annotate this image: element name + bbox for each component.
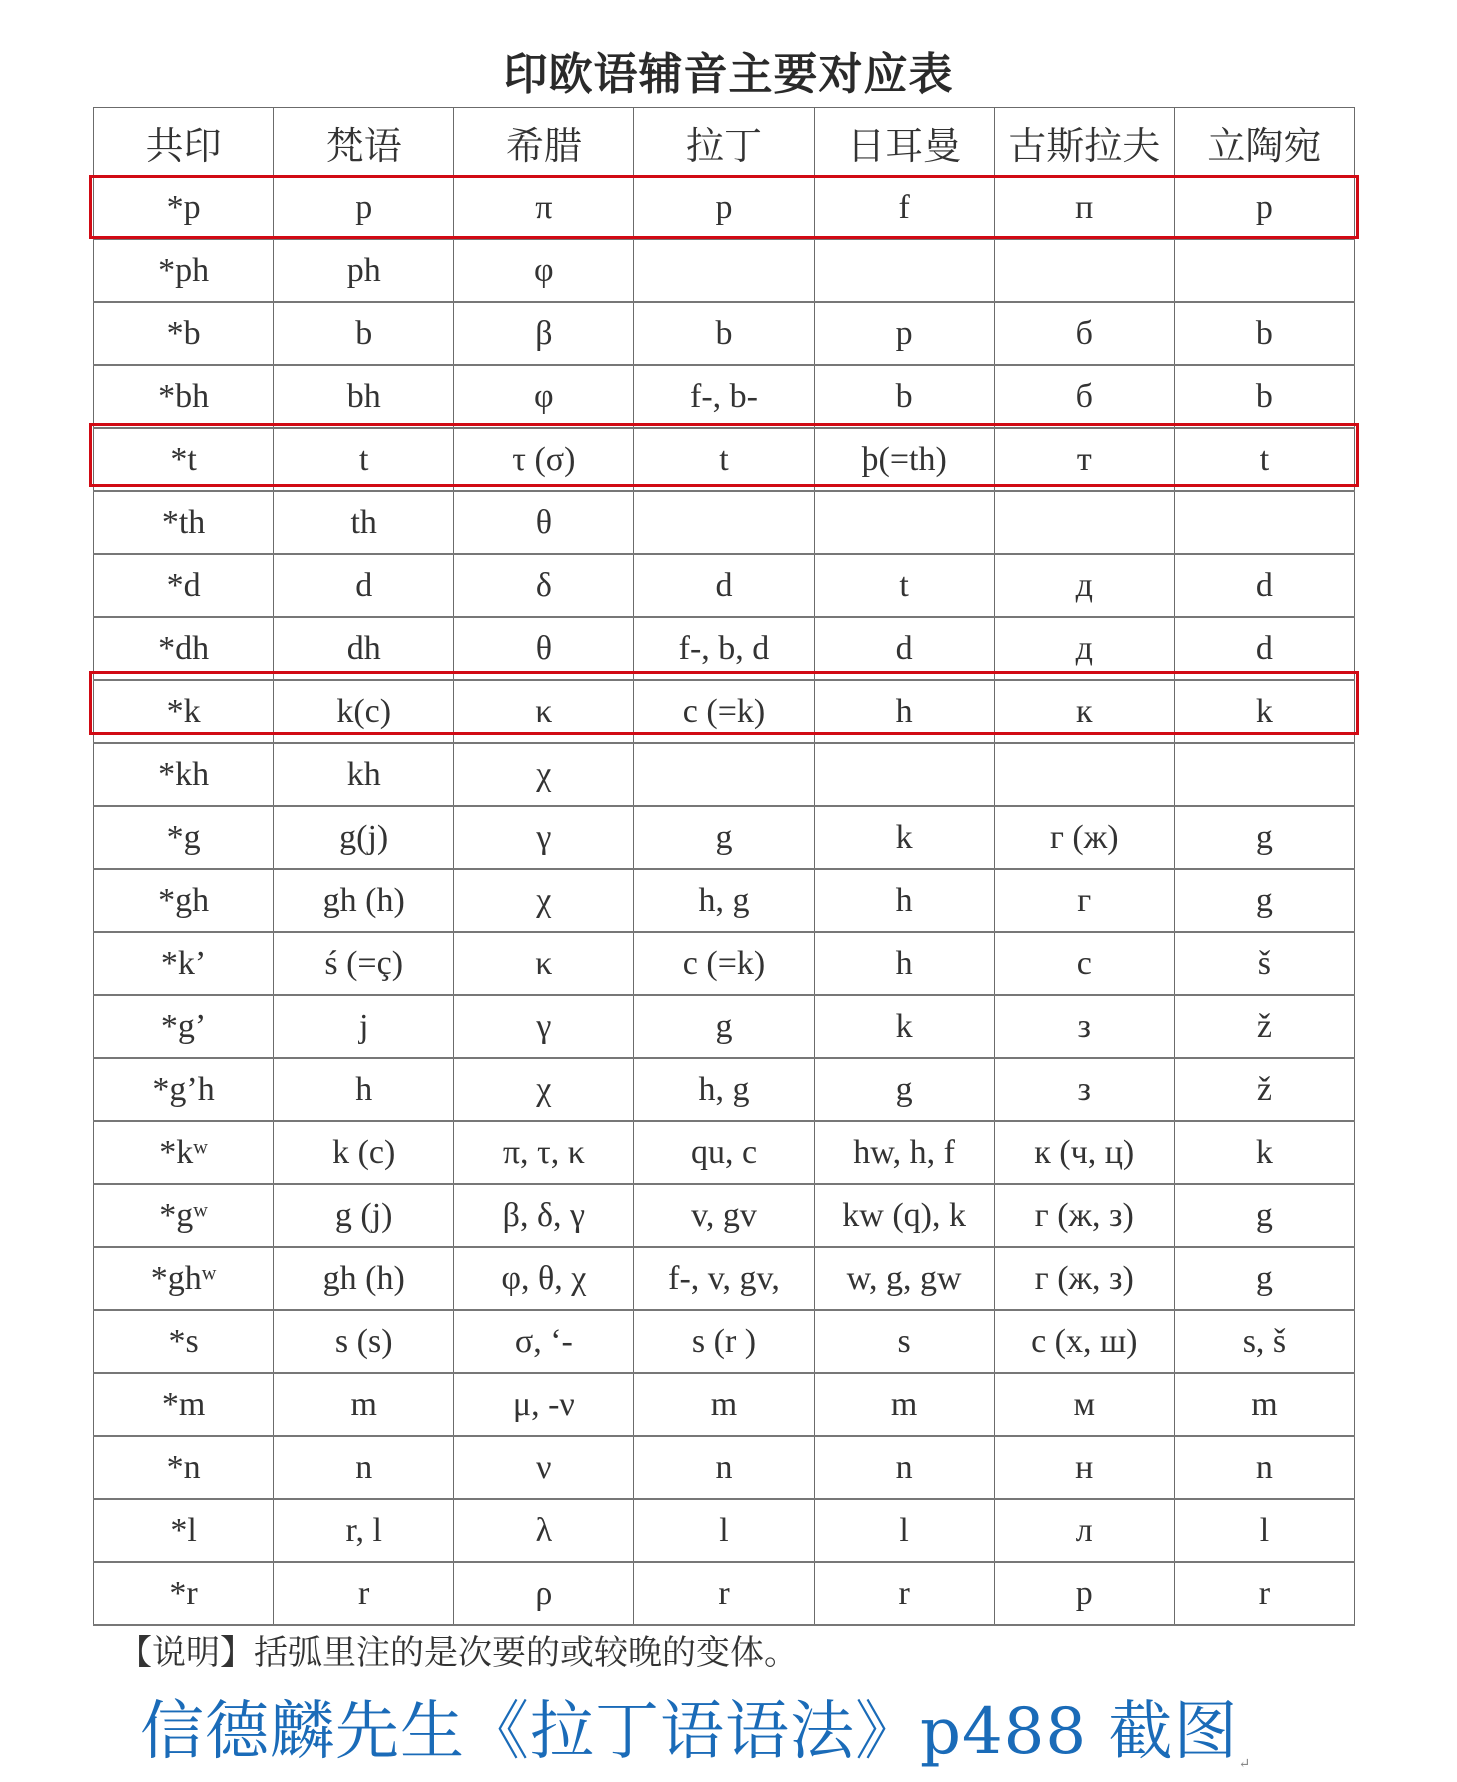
- cell-germanic: t: [814, 554, 994, 617]
- cell-sanskrit: h: [274, 1058, 454, 1121]
- cell-greek: γ: [454, 806, 634, 869]
- cell-pie: *ghʷ: [94, 1247, 274, 1310]
- cell-lithuanian: [1174, 491, 1354, 554]
- table-row: [94, 177, 1355, 240]
- cell-lithuanian: d: [1174, 554, 1354, 617]
- cell-pie: *bh: [94, 365, 274, 428]
- cell-germanic: kw (q), k: [814, 1184, 994, 1247]
- cell-old-slavic: г (ж): [994, 806, 1174, 869]
- cell-lithuanian: b: [1174, 365, 1354, 428]
- cell-germanic: w, g, gw: [814, 1247, 994, 1310]
- header-lithuanian: 立陶宛: [1174, 108, 1354, 177]
- table-row: [94, 869, 1355, 932]
- cell-germanic: h: [814, 932, 994, 995]
- table-row: [94, 617, 1355, 680]
- cell-latin: [634, 743, 814, 806]
- cell-pie: *l: [94, 1499, 274, 1562]
- cell-germanic: p: [814, 302, 994, 365]
- cell-latin: t: [634, 428, 814, 491]
- cell-pie: *g’h: [94, 1058, 274, 1121]
- cell-germanic: n: [814, 1436, 994, 1499]
- cell-old-slavic: р: [994, 1562, 1174, 1625]
- cell-old-slavic: г (ж, з): [994, 1184, 1174, 1247]
- cell-greek: π, τ, κ: [454, 1121, 634, 1184]
- cell-greek: φ: [454, 365, 634, 428]
- table-row: [94, 1184, 1355, 1247]
- cell-greek: δ: [454, 554, 634, 617]
- cell-pie: *k’: [94, 932, 274, 995]
- table-row: [94, 554, 1355, 617]
- cell-latin: [634, 491, 814, 554]
- cell-sanskrit: k (c): [274, 1121, 454, 1184]
- cell-pie: *ph: [94, 239, 274, 302]
- cell-germanic: r: [814, 1562, 994, 1625]
- cell-lithuanian: g: [1174, 869, 1354, 932]
- cell-old-slavic: д: [994, 617, 1174, 680]
- explanation-note: 【说明】括弧里注的是次要的或较晚的变体。: [118, 1633, 798, 1673]
- cell-greek: γ: [454, 995, 634, 1058]
- table-body: [94, 177, 1355, 1626]
- cell-latin: v, gv: [634, 1184, 814, 1247]
- cell-old-slavic: [994, 743, 1174, 806]
- cell-germanic: h: [814, 680, 994, 743]
- table-row: [94, 743, 1355, 806]
- cell-old-slavic: [994, 239, 1174, 302]
- cell-lithuanian: k: [1174, 680, 1354, 743]
- cell-old-slavic: [994, 491, 1174, 554]
- cell-greek: χ: [454, 1058, 634, 1121]
- cell-old-slavic: б: [994, 302, 1174, 365]
- cell-latin: p: [634, 177, 814, 240]
- cell-germanic: [814, 491, 994, 554]
- cell-sanskrit: t: [274, 428, 454, 491]
- table-row: [94, 932, 1355, 995]
- cell-sanskrit: p: [274, 177, 454, 240]
- cell-sanskrit: dh: [274, 617, 454, 680]
- cell-sanskrit: r: [274, 1562, 454, 1625]
- consonant-correspondence-table: [93, 107, 1355, 1626]
- cell-lithuanian: g: [1174, 806, 1354, 869]
- table-row: [94, 302, 1355, 365]
- cell-greek: ν: [454, 1436, 634, 1499]
- cell-old-slavic: м: [994, 1373, 1174, 1436]
- table-row: [94, 1121, 1355, 1184]
- cell-latin: b: [634, 302, 814, 365]
- cell-latin: c (=k): [634, 932, 814, 995]
- cell-pie: *g’: [94, 995, 274, 1058]
- cell-pie: *p: [94, 177, 274, 240]
- cell-germanic: h: [814, 869, 994, 932]
- cell-latin: f-, b, d: [634, 617, 814, 680]
- cell-lithuanian: r: [1174, 1562, 1354, 1625]
- cell-sanskrit: b: [274, 302, 454, 365]
- cell-pie: *kh: [94, 743, 274, 806]
- cell-lithuanian: n: [1174, 1436, 1354, 1499]
- table-row: [94, 1058, 1355, 1121]
- cell-lithuanian: s, š: [1174, 1310, 1354, 1373]
- cell-greek: λ: [454, 1499, 634, 1562]
- cell-greek: θ: [454, 617, 634, 680]
- cell-lithuanian: [1174, 239, 1354, 302]
- table-row: [94, 806, 1355, 869]
- cell-sanskrit: s (s): [274, 1310, 454, 1373]
- cell-germanic: s: [814, 1310, 994, 1373]
- cell-latin: c (=k): [634, 680, 814, 743]
- cell-old-slavic: з: [994, 1058, 1174, 1121]
- cell-germanic: g: [814, 1058, 994, 1121]
- cell-pie: *n: [94, 1436, 274, 1499]
- cell-greek: κ: [454, 680, 634, 743]
- cell-greek: θ: [454, 491, 634, 554]
- cell-sanskrit: g(j): [274, 806, 454, 869]
- cell-germanic: b: [814, 365, 994, 428]
- header-germanic: 日耳曼: [814, 108, 994, 177]
- header-pie: 共印: [94, 108, 274, 177]
- cell-greek: σ, ‘-: [454, 1310, 634, 1373]
- cell-latin: n: [634, 1436, 814, 1499]
- cell-germanic: [814, 239, 994, 302]
- cell-sanskrit: gh (h): [274, 1247, 454, 1310]
- return-mark-icon: ↵: [1238, 1756, 1252, 1772]
- source-caption: [140, 1680, 1251, 1772]
- cell-sanskrit: n: [274, 1436, 454, 1499]
- table-row: [94, 491, 1355, 554]
- cell-sanskrit: j: [274, 995, 454, 1058]
- cell-old-slavic: г: [994, 869, 1174, 932]
- cell-lithuanian: ž: [1174, 1058, 1354, 1121]
- cell-sanskrit: ś (=ç): [274, 932, 454, 995]
- cell-latin: m: [634, 1373, 814, 1436]
- cell-lithuanian: p: [1174, 177, 1354, 240]
- cell-lithuanian: š: [1174, 932, 1354, 995]
- table-row: [94, 1436, 1355, 1499]
- cell-pie: *d: [94, 554, 274, 617]
- cell-old-slavic: с (х, ш): [994, 1310, 1174, 1373]
- correspondence-table-container: [93, 107, 1355, 1626]
- cell-lithuanian: t: [1174, 428, 1354, 491]
- cell-pie: *gh: [94, 869, 274, 932]
- table-row: [94, 1499, 1355, 1562]
- cell-pie: *s: [94, 1310, 274, 1373]
- cell-germanic: [814, 743, 994, 806]
- cell-latin: d: [634, 554, 814, 617]
- cell-lithuanian: k: [1174, 1121, 1354, 1184]
- cell-lithuanian: ž: [1174, 995, 1354, 1058]
- cell-old-slavic: п: [994, 177, 1174, 240]
- cell-greek: π: [454, 177, 634, 240]
- cell-pie: *t: [94, 428, 274, 491]
- table-row: [94, 428, 1355, 491]
- cell-old-slavic: с: [994, 932, 1174, 995]
- table-row: [94, 365, 1355, 428]
- header-latin: 拉丁: [634, 108, 814, 177]
- cell-lithuanian: m: [1174, 1373, 1354, 1436]
- cell-greek: ρ: [454, 1562, 634, 1625]
- cell-old-slavic: т: [994, 428, 1174, 491]
- cell-lithuanian: [1174, 743, 1354, 806]
- table-row: [94, 1310, 1355, 1373]
- cell-old-slavic: б: [994, 365, 1174, 428]
- table-row: [94, 239, 1355, 302]
- cell-pie: *kʷ: [94, 1121, 274, 1184]
- table-row: [94, 1373, 1355, 1436]
- table-title: 印欧语辅音主要对应表: [503, 49, 954, 100]
- cell-sanskrit: bh: [274, 365, 454, 428]
- cell-lithuanian: l: [1174, 1499, 1354, 1562]
- cell-old-slavic: к: [994, 680, 1174, 743]
- cell-old-slavic: н: [994, 1436, 1174, 1499]
- cell-sanskrit: kh: [274, 743, 454, 806]
- cell-germanic: m: [814, 1373, 994, 1436]
- cell-greek: χ: [454, 743, 634, 806]
- table-row: [94, 1562, 1355, 1625]
- cell-pie: *m: [94, 1373, 274, 1436]
- cell-greek: κ: [454, 932, 634, 995]
- cell-germanic: d: [814, 617, 994, 680]
- table-row: [94, 995, 1355, 1058]
- cell-sanskrit: gh (h): [274, 869, 454, 932]
- cell-latin: h, g: [634, 869, 814, 932]
- cell-lithuanian: b: [1174, 302, 1354, 365]
- cell-greek: μ, -ν: [454, 1373, 634, 1436]
- cell-pie: *dh: [94, 617, 274, 680]
- caption-text: 信德麟先生《拉丁语语法》p488 截图: [140, 1695, 1239, 1769]
- cell-old-slavic: д: [994, 554, 1174, 617]
- cell-pie: *g: [94, 806, 274, 869]
- table-row: [94, 680, 1355, 743]
- cell-lithuanian: g: [1174, 1247, 1354, 1310]
- cell-latin: g: [634, 995, 814, 1058]
- cell-latin: [634, 239, 814, 302]
- cell-germanic: l: [814, 1499, 994, 1562]
- cell-sanskrit: th: [274, 491, 454, 554]
- cell-germanic: þ(=th): [814, 428, 994, 491]
- cell-greek: χ: [454, 869, 634, 932]
- cell-greek: φ: [454, 239, 634, 302]
- cell-latin: f-, v, gv,: [634, 1247, 814, 1310]
- cell-pie: *b: [94, 302, 274, 365]
- cell-old-slavic: к (ч, ц): [994, 1121, 1174, 1184]
- cell-germanic: hw, h, f: [814, 1121, 994, 1184]
- header-sanskrit: 梵语: [274, 108, 454, 177]
- header-row: [94, 108, 1355, 177]
- cell-sanskrit: ph: [274, 239, 454, 302]
- header-old-slavic: 古斯拉夫: [994, 108, 1174, 177]
- cell-sanskrit: k(c): [274, 680, 454, 743]
- cell-pie: *k: [94, 680, 274, 743]
- cell-greek: τ (σ): [454, 428, 634, 491]
- cell-greek: β: [454, 302, 634, 365]
- cell-pie: *r: [94, 1562, 274, 1625]
- cell-latin: l: [634, 1499, 814, 1562]
- cell-pie: *th: [94, 491, 274, 554]
- cell-latin: g: [634, 806, 814, 869]
- cell-sanskrit: r, l: [274, 1499, 454, 1562]
- cell-germanic: f: [814, 177, 994, 240]
- cell-sanskrit: m: [274, 1373, 454, 1436]
- header-greek: 希腊: [454, 108, 634, 177]
- cell-old-slavic: л: [994, 1499, 1174, 1562]
- cell-old-slavic: з: [994, 995, 1174, 1058]
- cell-latin: qu, c: [634, 1121, 814, 1184]
- cell-old-slavic: г (ж, з): [994, 1247, 1174, 1310]
- cell-germanic: k: [814, 995, 994, 1058]
- cell-greek: φ, θ, χ: [454, 1247, 634, 1310]
- cell-lithuanian: g: [1174, 1184, 1354, 1247]
- cell-lithuanian: d: [1174, 617, 1354, 680]
- cell-germanic: k: [814, 806, 994, 869]
- cell-latin: h, g: [634, 1058, 814, 1121]
- cell-sanskrit: g (j): [274, 1184, 454, 1247]
- cell-latin: f-, b-: [634, 365, 814, 428]
- cell-pie: *gʷ: [94, 1184, 274, 1247]
- cell-sanskrit: d: [274, 554, 454, 617]
- table-row: [94, 1247, 1355, 1310]
- cell-greek: β, δ, γ: [454, 1184, 634, 1247]
- cell-latin: s (r ): [634, 1310, 814, 1373]
- cell-latin: r: [634, 1562, 814, 1625]
